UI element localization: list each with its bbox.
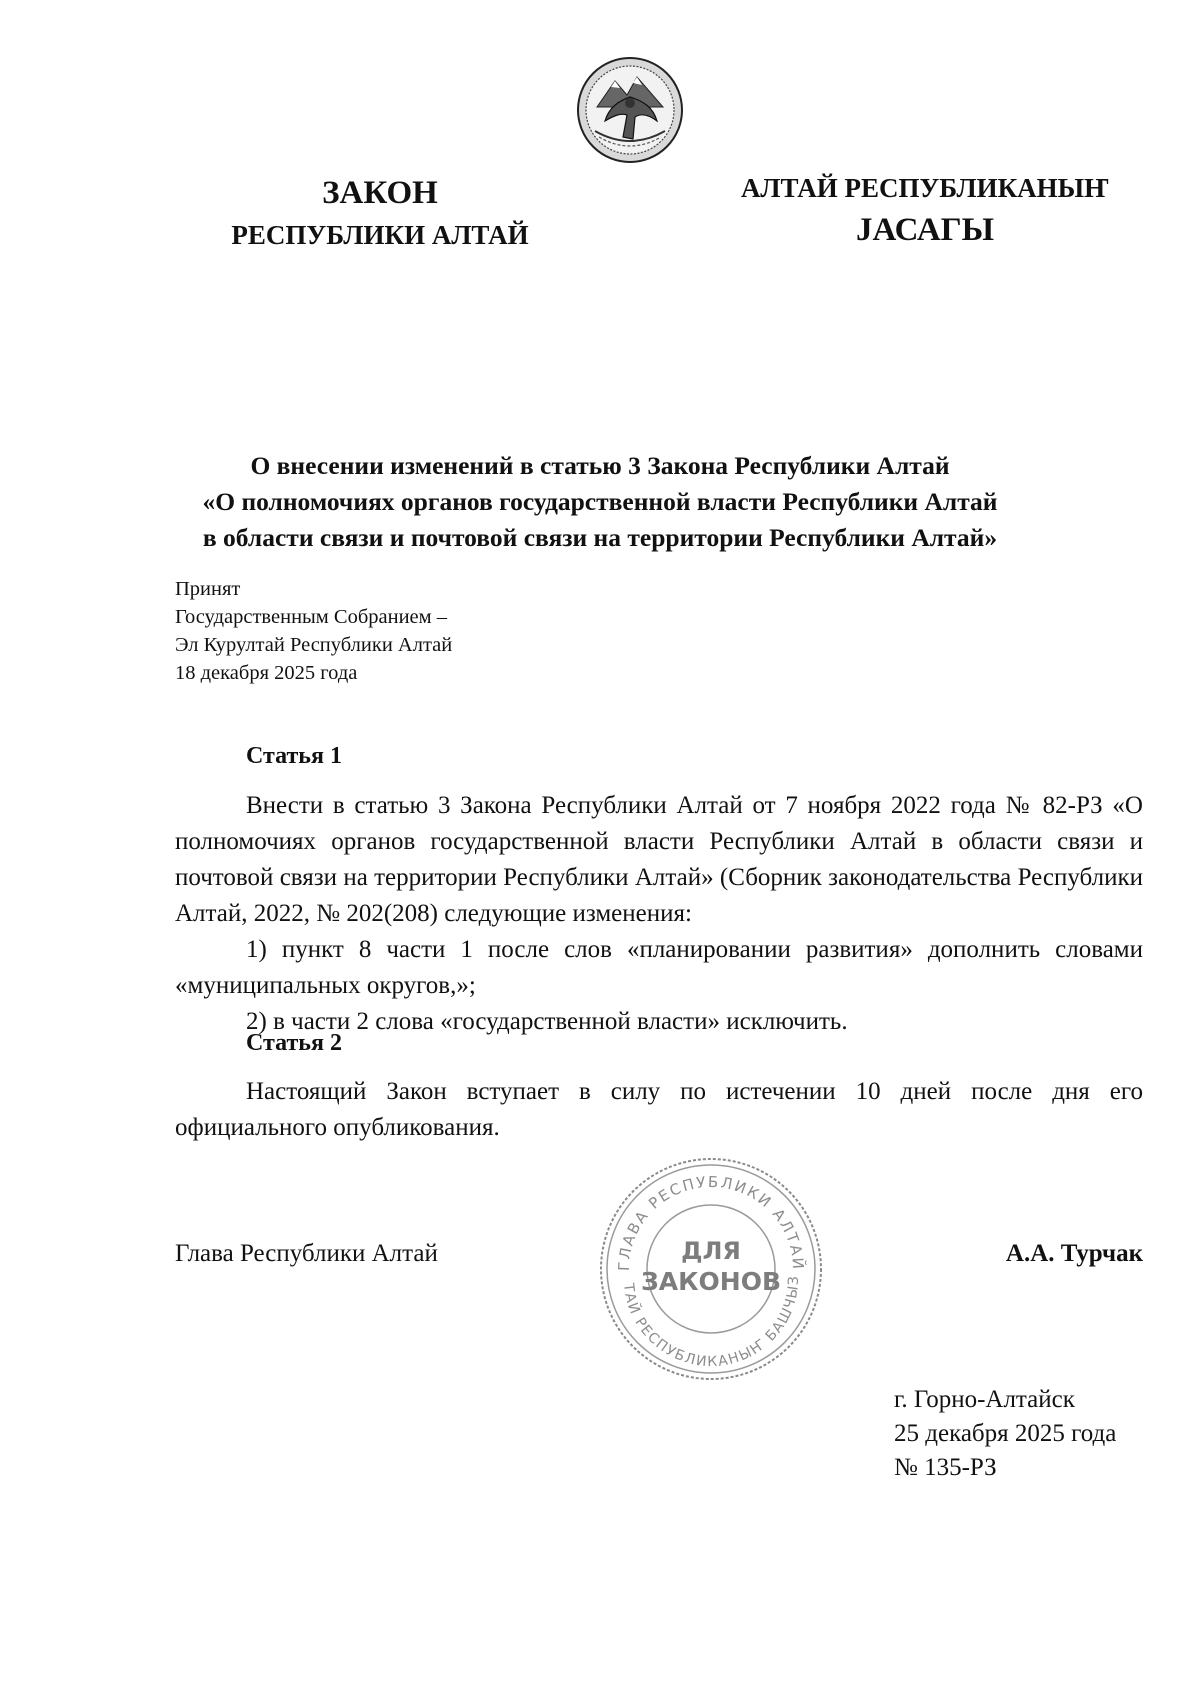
stamp-center-line2: ЗАКОНОВ bbox=[640, 1267, 782, 1296]
law-place-date-number bbox=[894, 1383, 1116, 1485]
header-left-line1: ЗАКОН bbox=[322, 175, 438, 211]
title-line: «О полномочиях органов государственной власти Республики Алтай bbox=[202, 487, 998, 516]
article-1-intro: Внести в статью 3 Закона Республики Алтай от 7 ноября 2022 года № 82-РЗ «О полномочиях органов государственной власти Республики Алтай в области связи и почтовой связи на территории Республики Алтай» (Сборник законодательства Республики Алтай, 2022, № 202(208) следующие изменения: bbox=[175, 792, 1143, 927]
article-1-item-2: 2) в части 2 слова «государственной власти» исключить. bbox=[246, 1008, 848, 1035]
adoption-line: 18 декабря 2025 года bbox=[175, 662, 358, 684]
title-line: О внесении изменений в статью 3 Закона Республики Алтай bbox=[250, 451, 950, 480]
header-left-line2: РЕСПУБЛИКИ АЛТАЙ bbox=[231, 220, 529, 250]
footer-line: 25 декабря 2025 года bbox=[894, 1420, 1117, 1447]
stamp-bottom-text: ТАЙ РЕСПУБЛИКАНЫҤ БАШЧЫЗ bbox=[620, 1274, 803, 1371]
adoption-info bbox=[175, 575, 452, 687]
article-1-body bbox=[175, 788, 1143, 1040]
article-2-text: Настоящий Закон вступает в силу по истечении 10 дней после дня его официального опубликования. bbox=[175, 1078, 1143, 1141]
coat-of-arms-emblem bbox=[575, 55, 685, 165]
article-2-body bbox=[175, 1074, 1143, 1146]
header-right-line2: JАСАГЫ bbox=[855, 212, 995, 248]
article-1-heading: Статья 1 bbox=[246, 743, 342, 769]
footer-line: № 135-РЗ bbox=[894, 1454, 997, 1481]
adoption-line: Государственным Собранием – bbox=[175, 606, 447, 628]
adoption-line: Эл Курултай Республики Алтай bbox=[175, 634, 453, 656]
title-line: в области связи и почтовой связи на территории Республики Алтай» bbox=[202, 523, 998, 552]
law-title bbox=[120, 448, 1080, 556]
header-right-line1: АЛТАЙ РЕСПУБЛИКАНЫҤ bbox=[740, 173, 1110, 203]
article-1-item-1: 1) пункт 8 части 1 после слов «планировании развития» дополнить словами «муниципальных округов,»; bbox=[175, 936, 1143, 999]
footer-line: г. Горно-Алтайск bbox=[894, 1386, 1075, 1413]
signatory-position: Глава Республики Алтай bbox=[175, 1240, 438, 1267]
adoption-line: Принят bbox=[175, 578, 241, 600]
signatory-name: А.А. Турчак bbox=[1005, 1240, 1143, 1267]
stamp-top-text: ГЛАВА РЕСПУБЛИКИ АЛТАЙ bbox=[614, 1172, 808, 1272]
official-stamp bbox=[596, 1154, 826, 1384]
article-2-heading: Статья 2 bbox=[246, 1030, 342, 1056]
stamp-center-line1: ДЛЯ bbox=[681, 1237, 741, 1265]
header-law-title-altai bbox=[715, 173, 1135, 249]
header-law-title bbox=[180, 175, 580, 251]
